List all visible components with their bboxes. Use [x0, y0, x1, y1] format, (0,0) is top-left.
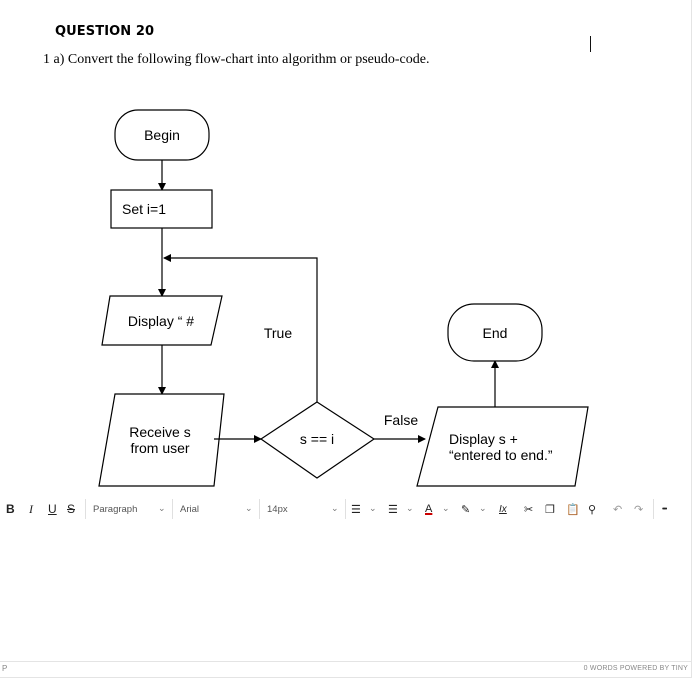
set-label: Set i=1 [122, 201, 166, 217]
font-family-select[interactable] [180, 497, 199, 521]
receive-label-1: Receive s [129, 424, 191, 440]
toolbar-divider [259, 499, 260, 519]
display-hash-label: Display “ # [127, 313, 195, 329]
italic-button[interactable]: I [29, 501, 33, 516]
redo-icon[interactable]: ↷ [634, 503, 644, 516]
numbered-list-icon[interactable]: ☰ [388, 503, 398, 516]
toolbar-divider [653, 499, 654, 519]
strikethrough-button[interactable]: S [67, 502, 76, 516]
highlight-pen-icon[interactable]: ✎ [461, 503, 471, 516]
powered-by-link[interactable]: POWERED BY TINY [619, 665, 688, 672]
chevron-down-icon: ⌄ [442, 503, 450, 513]
block-format-select[interactable] [93, 497, 137, 521]
receive-label-2: from user [130, 440, 190, 456]
cut-icon[interactable]: ✂ [524, 503, 534, 516]
display-s-label-2: “entered to end.” [449, 447, 553, 463]
chevron-down-icon: ⌄ [479, 503, 487, 513]
display-s-label-1: Display s + [449, 431, 518, 447]
undo-icon[interactable]: ↶ [613, 503, 623, 516]
false-label: False [383, 412, 419, 428]
chevron-down-icon: ⌄ [331, 503, 339, 513]
font-size-select[interactable] [267, 497, 288, 521]
toolbar-divider [85, 499, 86, 519]
copy-icon[interactable]: ❐ [545, 503, 555, 516]
clear-format-button[interactable]: Ix [499, 503, 507, 515]
toolbar-divider [172, 499, 173, 519]
word-count: 0 WORDS [583, 665, 618, 672]
end-label: End [482, 325, 508, 341]
paste-icon[interactable]: 📋 [566, 503, 580, 516]
begin-label: Begin [144, 127, 180, 143]
bullet-list-icon[interactable]: ☰ [351, 503, 361, 516]
question-text: 1 a) Convert the following flow-chart into algorithm or pseudo-code. [43, 52, 430, 67]
toolbar-divider [345, 499, 346, 519]
chevron-down-icon: ⌄ [406, 503, 414, 513]
chevron-down-icon: ⌄ [369, 503, 377, 513]
text-color-button[interactable]: A [425, 503, 433, 515]
font-family-value: Arial [180, 503, 200, 515]
block-format-value: Paragraph [93, 503, 138, 515]
status-bar [0, 661, 692, 679]
true-label: True [263, 325, 293, 341]
search-icon[interactable]: ⚲ [588, 503, 597, 516]
underline-button[interactable]: U [48, 502, 57, 516]
bold-button[interactable]: B [6, 502, 15, 516]
question-heading: QUESTION 20 [55, 24, 155, 39]
font-size-value: 14px [267, 503, 288, 515]
status-right [584, 665, 688, 672]
element-path[interactable]: P [2, 664, 8, 673]
chevron-down-icon: ⌄ [245, 503, 253, 513]
decision-label: s == i [299, 431, 335, 447]
more-options-button[interactable]: ••• [662, 505, 667, 513]
editor-toolbar [0, 497, 692, 521]
chevron-down-icon: ⌄ [158, 503, 166, 513]
editor-body[interactable] [0, 521, 692, 661]
